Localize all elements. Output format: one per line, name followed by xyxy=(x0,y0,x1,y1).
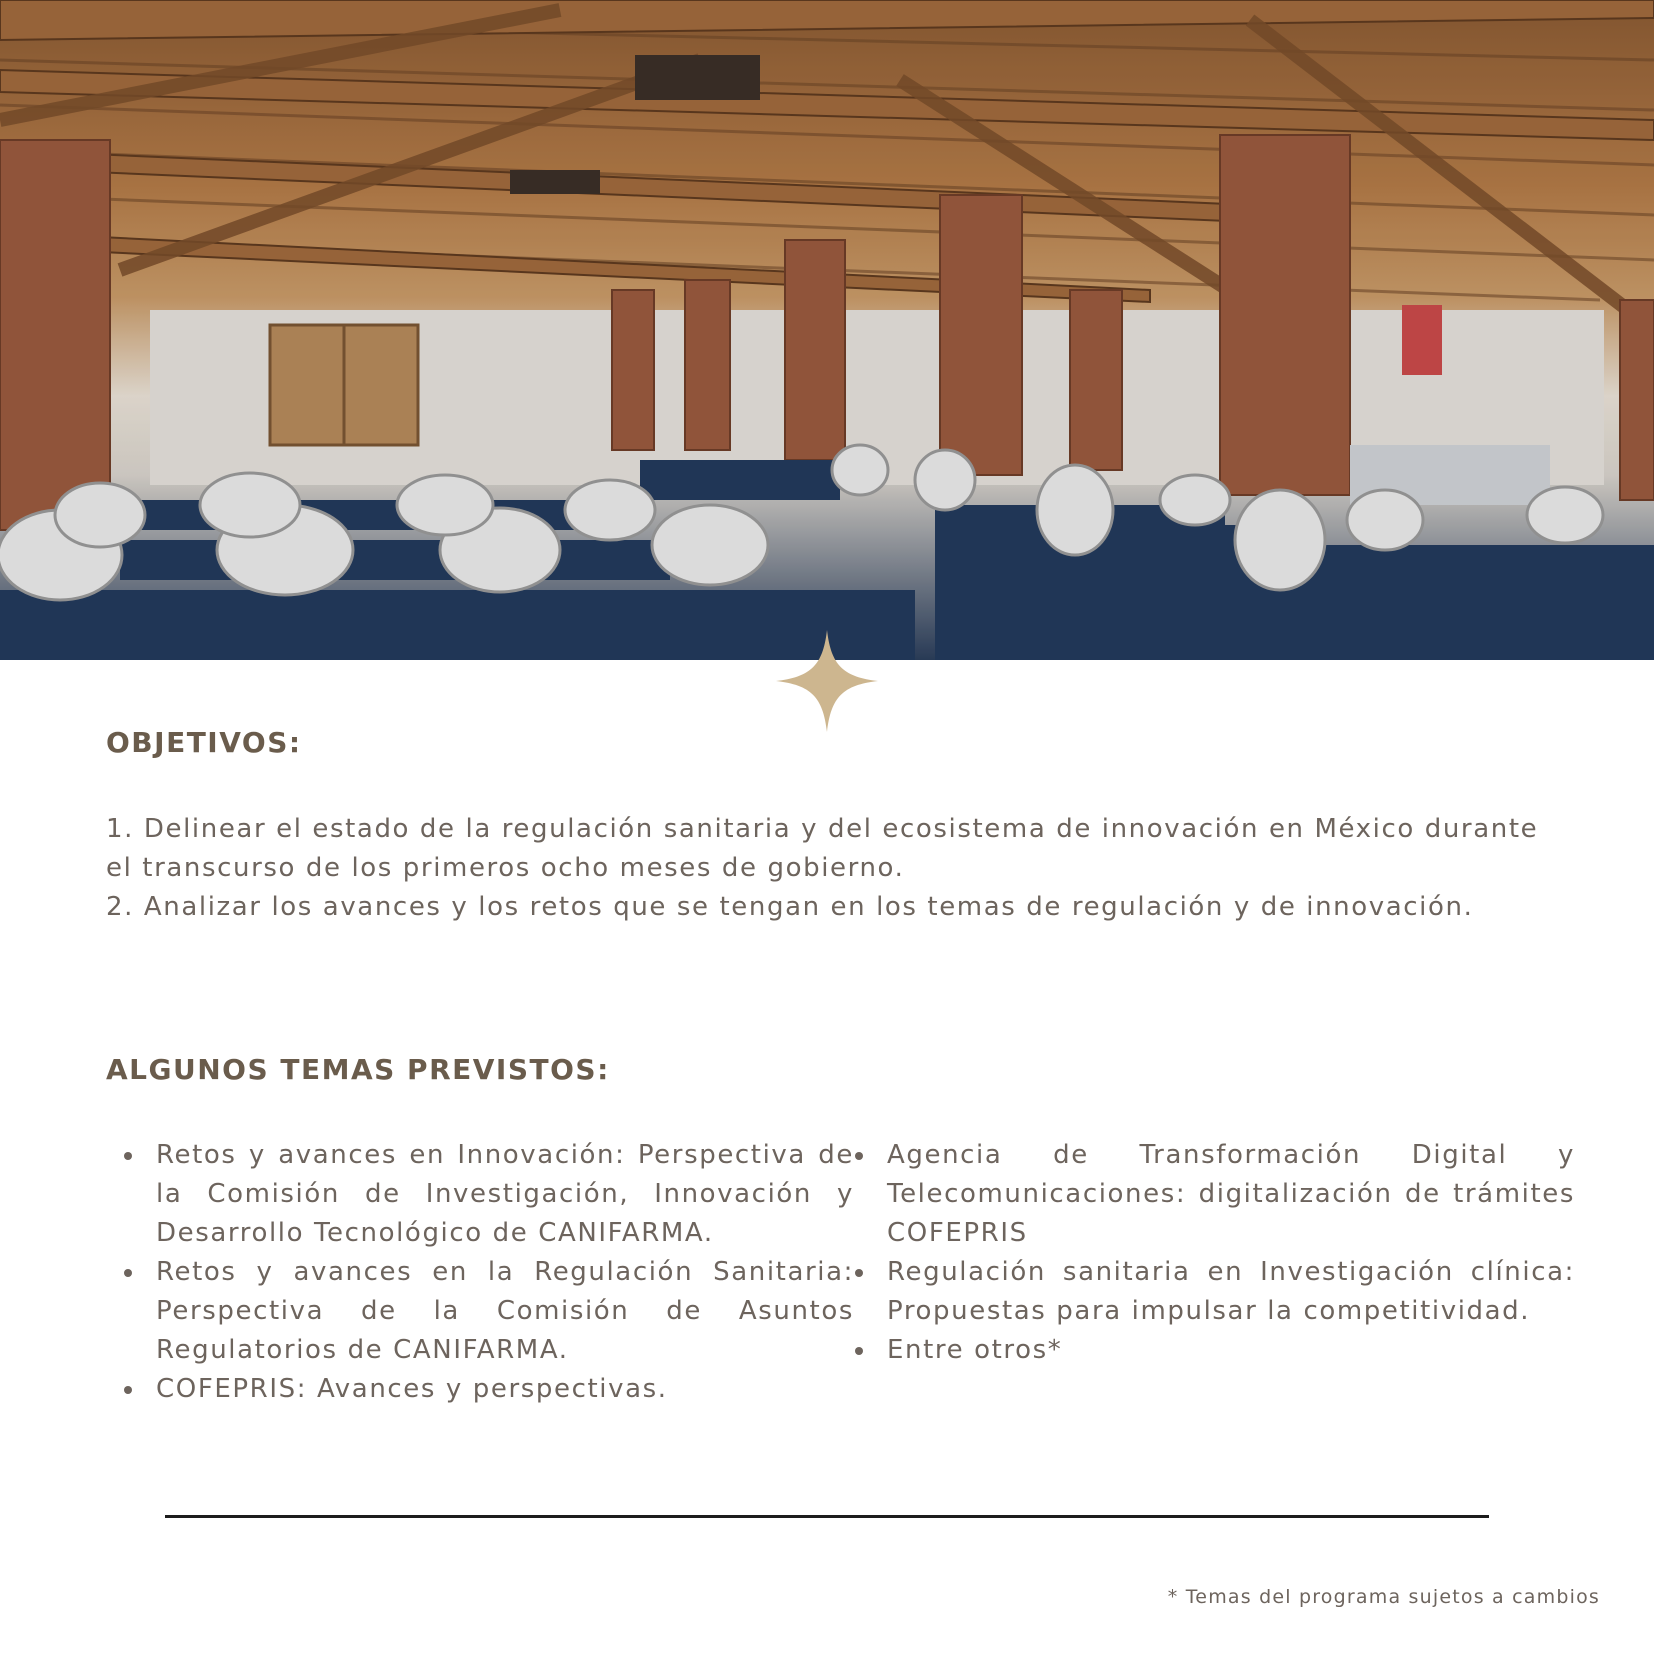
list-item: Entre otros* xyxy=(887,1331,1575,1370)
divider-line xyxy=(165,1515,1489,1518)
objetivo-item: 2. Analizar los avances y los retos que se tengan en los temas de regulación y de innovación. xyxy=(106,892,1474,922)
list-item: Retos y avances en la Regulación Sanitaria: Perspectiva de la Comisión de Asuntos Regulatorios de CANIFARMA. xyxy=(156,1253,854,1370)
list-item: COFEPRIS: Avances y perspectivas. xyxy=(156,1370,854,1409)
temas-list-left xyxy=(106,1136,854,1409)
temas-list-right xyxy=(837,1136,1575,1370)
objetivos-list xyxy=(106,810,1566,927)
objetivo-item: 1. Delinear el estado de la regulación sanitaria y del ecosistema de innovación en México durante el transcurso de los primeros ocho meses de gobierno. xyxy=(106,814,1539,883)
star-divider-icon xyxy=(776,630,878,732)
hero-photo xyxy=(0,0,1654,660)
objetivos-heading: OBJETIVOS: xyxy=(106,726,302,759)
list-item: Retos y avances en Innovación: Perspectiva de la Comisión de Investigación, Innovación y Desarrollo Tecnológico de CANIFARMA. xyxy=(156,1136,854,1253)
conference-hall-illustration xyxy=(0,0,1654,660)
temas-heading: ALGUNOS TEMAS PREVISTOS: xyxy=(106,1053,610,1086)
footnote: * Temas del programa sujetos a cambios xyxy=(1167,1586,1600,1608)
list-item: Agencia de Transformación Digital y Telecomunicaciones: digitalización de trámites COFEPRIS xyxy=(887,1136,1575,1253)
list-item: Regulación sanitaria en Investigación clínica: Propuestas para impulsar la competitividad. xyxy=(887,1253,1575,1331)
